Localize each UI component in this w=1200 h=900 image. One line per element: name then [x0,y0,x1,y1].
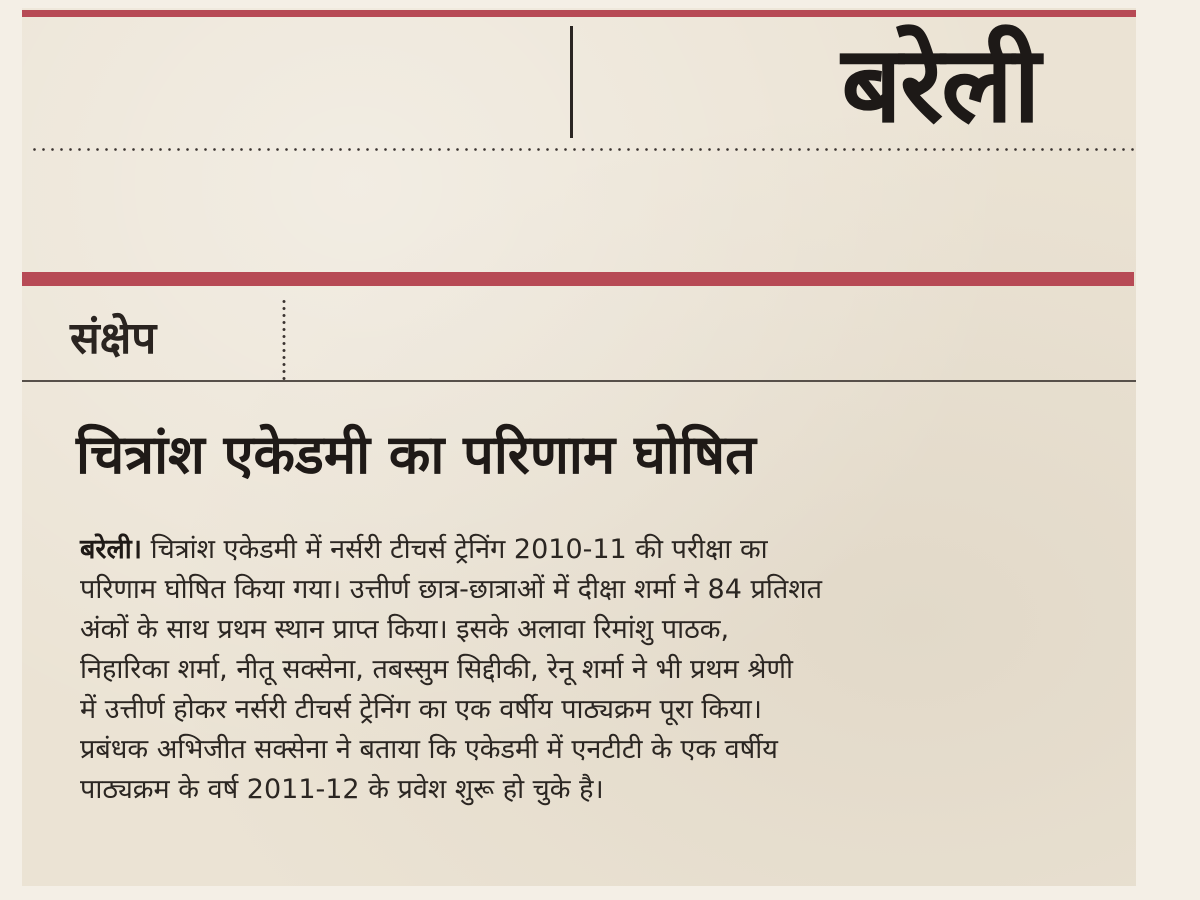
article-line: प्रबंधक अभिजीत सक्सेना ने बताया कि एकेडमी में एनटीटी के एक वर्षीय [80,734,778,765]
article-headline: चित्रांश एकेडमी का परिणाम घोषित [76,423,756,486]
section-label: संक्षेप [70,313,157,364]
masthead-city: बरेली [841,23,1039,146]
article-line [80,530,1130,570]
newspaper-clipping [22,8,1136,886]
dotted-rule [30,148,1136,151]
article-line: परिणाम घोषित किया गया। उत्तीर्ण छात्र-छात्राओं में दीक्षा शर्मा ने 84 प्रतिशत [80,574,822,605]
article-line: निहारिका शर्मा, नीतू सक्सेना, तबस्सुम सिद्दीकी, रेनू शर्मा ने भी प्रथम श्रेणी [80,654,794,685]
article-line: में उत्तीर्ण होकर नर्सरी टीचर्स ट्रेनिंग का एक वर्षीय पाठ्यक्रम पूरा किया। [80,694,763,725]
top-red-rule [22,10,1136,17]
section-red-rule [22,272,1134,286]
masthead-divider [570,26,573,138]
section-dotted-divider [282,298,286,380]
article-body [80,530,1130,810]
article-line: अंकों के साथ प्रथम स्थान प्राप्त किया। इसके अलावा रिमांशु पाठक, [80,614,730,645]
section-thin-rule [22,380,1136,382]
article-line: पाठ्यक्रम के वर्ष 2011-12 के प्रवेश शुरू हो चुके है। [80,774,604,805]
article-dateline: बरेली। [80,534,142,565]
article-line-text: चित्रांश एकेडमी में नर्सरी टीचर्स ट्रेनिंग 2010-11 की परीक्षा का [142,534,768,565]
